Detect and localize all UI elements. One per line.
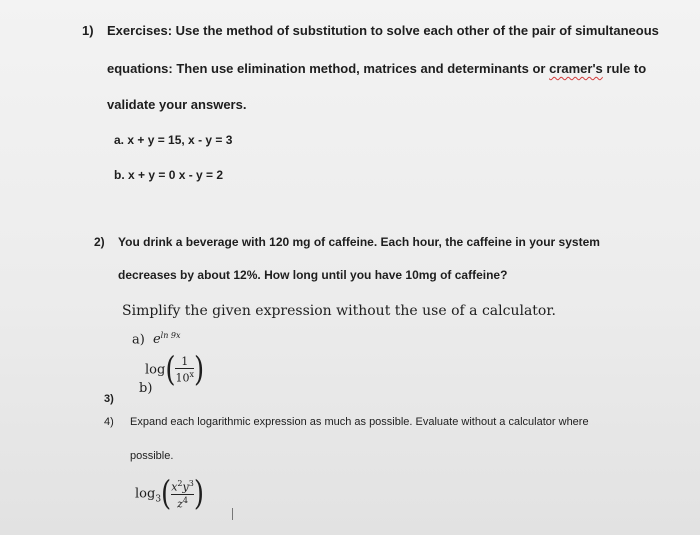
q4-number: 4)	[104, 416, 114, 428]
q4-right-paren: )	[193, 474, 204, 514]
q4-line2: possible.	[130, 450, 174, 462]
q4-num-y: y	[182, 480, 189, 494]
q1-line1: Exercises: Use the method of substitution to solve each other of the pair of simultaneous	[107, 23, 659, 38]
q4-num-y-exp: 3	[188, 479, 194, 488]
q3-denominator-base: 10	[175, 371, 190, 385]
q2-number: 2)	[94, 235, 105, 249]
q4-denominator	[177, 495, 188, 511]
q4-numerator	[171, 478, 194, 494]
q3-numerator: 1	[181, 354, 189, 368]
q3-part-a-label: a)	[132, 332, 145, 348]
q4-expression	[135, 474, 204, 514]
q3-part-b-label: b)	[139, 381, 153, 396]
q3-part-b-log: log	[145, 362, 166, 378]
q3-part-a-exponent: ln 9x	[160, 331, 181, 340]
q3-fraction	[175, 356, 194, 385]
q3-left-paren: (	[165, 350, 176, 390]
q3-number: 3)	[104, 393, 114, 405]
q1-spellcheck-word: cramer's	[549, 61, 603, 76]
q2-line2: decreases by about 12%. How long until you have 10mg of caffeine?	[118, 268, 508, 282]
q4-den-z: z	[177, 497, 183, 511]
q2-line1: You drink a beverage with 120 mg of caffeine. Each hour, the caffeine in your system	[118, 235, 600, 249]
q1-line2-end: rule to	[606, 61, 647, 76]
q1-line2-text: equations: Then use elimination method, matrices and determinants or	[107, 61, 546, 76]
text-cursor	[232, 508, 233, 520]
q1-line3: validate your answers.	[107, 97, 247, 112]
q4-log-base: 3	[155, 494, 162, 505]
q3-right-paren: )	[193, 350, 205, 390]
q4-num-x: x	[171, 480, 178, 494]
q4-log: log	[135, 486, 156, 502]
q4-num-x-exp: 2	[177, 479, 183, 488]
q3-denominator-exp: x	[189, 369, 194, 379]
q4-left-paren: (	[161, 474, 172, 514]
q4-den-z-exp: 4	[182, 495, 188, 505]
q1-item-a: a. x + y = 15, x - y = 3	[114, 133, 233, 147]
q1-line2	[107, 61, 646, 76]
q3-part-a-base: e	[152, 332, 161, 348]
q3-denominator	[175, 369, 194, 385]
q1-item-b: b. x + y = 0 x - y = 2	[114, 168, 224, 182]
q3-part-b-expression	[145, 350, 205, 390]
q3-instruction: Simplify the given expression without the use of a calculator.	[122, 303, 556, 319]
q3-part-a	[132, 331, 181, 347]
q4-fraction	[171, 478, 194, 510]
q4-line1: Expand each logarithmic expression as much as possible. Evaluate without a calculator where	[130, 416, 589, 428]
q1-number: 1)	[82, 23, 94, 38]
